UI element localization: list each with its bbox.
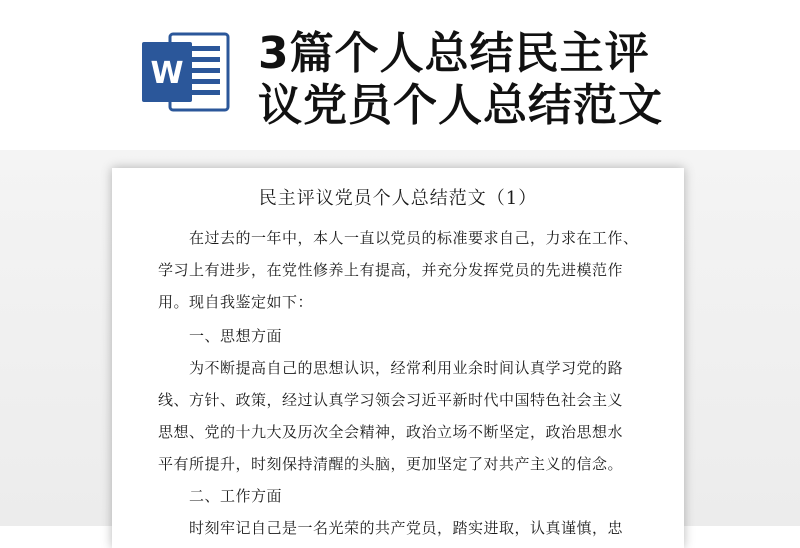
document-page: [112, 168, 684, 548]
header-banner: [0, 0, 800, 150]
document-title: 民主评议党员个人总结范文（1）: [258, 188, 538, 209]
section-heading-text: 二、工作方面: [158, 487, 283, 505]
section-body-thought: [158, 352, 658, 480]
page-title-line1: 3篇个人总结民主评: [258, 28, 650, 79]
section-heading-thought: [158, 320, 658, 352]
paragraph-line: 为不断提高自己的思想认识，经常利用业余时间认真学习党的路: [158, 359, 624, 377]
paragraph-line: 平有所提升，时刻保持清醒的头脑，更加坚定了对共产主义的信念。: [158, 455, 624, 473]
section-heading-work: [158, 480, 658, 512]
paragraph-line: 在过去的一年中，本人一直以党员的标准要求自己，力求在工作、: [158, 229, 639, 247]
page-title-line2: 议党员个人总结范文: [258, 80, 663, 131]
paragraph-line: 用。现自我鉴定如下：: [158, 293, 314, 311]
word-document-icon: [140, 26, 232, 118]
section-heading-text: 一、思想方面: [158, 327, 283, 345]
paragraph-line: 线、方针、政策，经过认真学习领会习近平新时代中国特色社会主义: [158, 391, 624, 409]
page-title: [258, 28, 778, 132]
paragraph-line: 时刻牢记自己是一名光荣的共产党员，踏实进取，认真谨慎，忠: [158, 519, 624, 537]
intro-paragraph: [158, 222, 658, 318]
word-icon-letter: W: [150, 56, 184, 91]
paragraph-line: 学习上有进步，在党性修养上有提高，并充分发挥党员的先进模范作: [158, 261, 624, 279]
section-body-work: [158, 512, 658, 544]
paragraph-line: 思想、党的十九大及历次全会精神，政治立场不断坚定，政治思想水: [158, 423, 624, 441]
